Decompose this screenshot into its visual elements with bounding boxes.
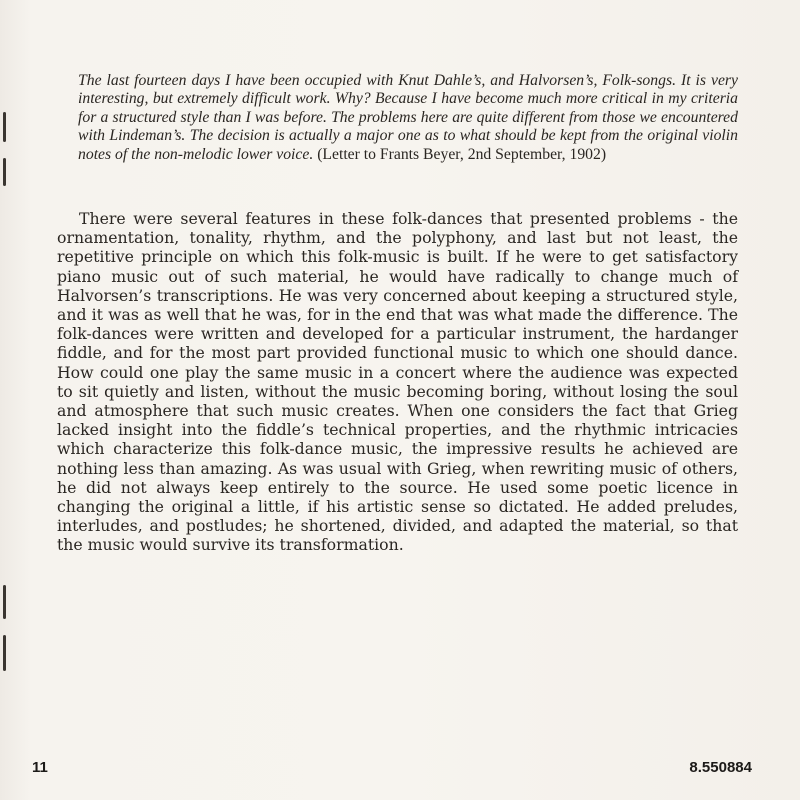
margin-mark (3, 635, 6, 671)
quote-text: The last fourteen days I have been occupied with Knut Dahle’s, and Halvorsen’s, Folk-songs. It is very interesting, but extremely difficult work. Why? Because I have become much more critical in my criteria for a structured style than I was before. The problems here are quite different from those we encountered with Lindeman’s. The decision is actually a major one as to what should be kept from the original violin notes of the non-melodic lower voice. (78, 72, 738, 163)
letter-quote (78, 72, 738, 164)
margin-mark (3, 158, 6, 186)
quote-citation: (Letter to Frants Beyer, 2nd September, 1902) (317, 145, 607, 163)
page-number: 11 (32, 759, 48, 776)
margin-mark (3, 112, 6, 142)
margin-mark (3, 585, 6, 619)
body-paragraph: There were several features in these folk-dances that presented problems - the ornamentation, tonality, rhythm, and the polyphony, and last but not least, the repetitive principle on which this folk-music is built. If he were to get satisfactory piano music out of such material, he would have radically to change much of Halvorsen’s transcriptions. He was very concerned about keeping a structured style, and it was as well that he was, for in the end that was what made the difference. The folk-dances were written and developed for a particular instrument, the hardanger fiddle, and for the most part provided functional music to which one should dance. How could one play the same music in a concert where the audience was expected to sit quietly and listen, without the music becoming boring, without losing the soul and atmosphere that such music creates. When one considers the fact that Grieg lacked insight into the fiddle’s technical properties, and the rhythmic intricacies which characterize this folk-dance music, the impressive results he achieved are nothing less than amazing. As was usual with Grieg, when rewriting music of others, he did not always keep entirely to the source. He used some poetic licence in changing the original a little, if his artistic sense so dictated. He added preludes, interludes, and postludes; he shortened, divided, and adapted the material, so that the music would survive its transformation. (57, 209, 738, 555)
catalog-number: 8.550884 (689, 759, 752, 776)
